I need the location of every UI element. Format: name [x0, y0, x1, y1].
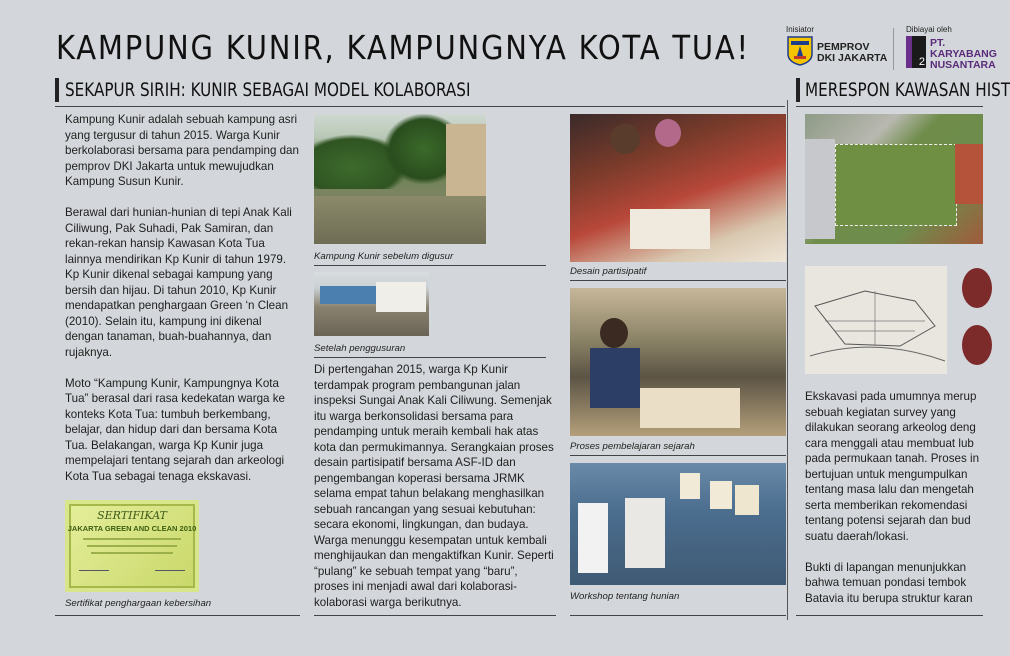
initiator-name-line1: PEMPROV: [817, 41, 870, 53]
right-paragraph-2: Bukti di lapangan menunjukkan bahwa temuan pondasi tembok Batavia itu berupa struktur karan: [805, 560, 973, 605]
caption-rule-4: [570, 455, 786, 456]
heading-rule: [55, 106, 785, 107]
photo-caption-history: Proses pembelajaran sejarah: [570, 441, 695, 452]
photo-caption-after: Setelah penggusuran: [314, 343, 406, 354]
photo-caption-design: Desain partisipatif: [570, 266, 647, 277]
aerial-site-photo: [805, 114, 983, 244]
photo-caption-workshop: Workshop tentang hunian: [570, 591, 680, 602]
page-title: KAMPUNG KUNIR, KAMPUNGNYA KOTA TUA!: [56, 28, 750, 67]
middle-text: [314, 362, 554, 626]
right-paragraph-1: Ekskavasi pada umumnya merup sebuah kegiatan survey yang dilakukan seorang arkeolog deng cara menggali atau membuat lub pada permukaan tanah. Proses in bertujuan untuk mengumpulkan tentang masa lalu dan mengetah serta memberikan rekomendasi tentang potensi sejarah dan bud suatu daerah/lokasi.: [805, 390, 980, 543]
dki-jakarta-emblem-icon: [787, 36, 813, 66]
section-marker: [55, 78, 59, 102]
artifact-thumbnail-1: [962, 268, 992, 308]
housing-workshop-photo: [570, 463, 786, 585]
funder-name-line2: KARYABANG: [930, 48, 997, 60]
intro-paragraph-3: Moto “Kampung Kunir, Kampungnya Kota Tua” berasal dari rasa kedekatan warga ke konteks Kota Tua: tumbuh berkembang, belajar, dan hidup dari dan bersama Kota Tua. Belakangan, warga Kp Kunir juga mempelajari tentang sejarah dan arkeologi Kota Tua sebagai tenaga ekskavasi.: [65, 376, 285, 483]
funder-name-line3: NUSANTARA: [930, 59, 996, 71]
history-learning-photo: [570, 288, 786, 436]
intro-text: [65, 112, 300, 500]
kampung-before-photo: [314, 114, 486, 244]
certificate-word: SERTIFIKAT: [97, 509, 167, 522]
initiator-label: Inisiator: [786, 25, 815, 34]
caption-rule-2: [314, 357, 546, 358]
photo-caption-before: Kampung Kunir sebelum digusur: [314, 251, 454, 262]
right-col-bottom-rule: [570, 615, 786, 616]
caption-rule-3: [570, 280, 786, 281]
middle-paragraph: Di pertengahan 2015, warga Kp Kunir terdampak program pembangunan jalan inspeksi Sungai Anak Kali Ciliwung. Semenjak itu warga berkonsolidasi bersama para pendamping untuk meraih kembali hak atas kota dan permukimannya. Serangkaian proses desain partisipatif bersama ASF-ID dan pengembangan koperasi bersama JRMK selama empat tahun belakang menghasilkan sebuah rancangan yang sesuai kebutuhan: secara ekonomi, lingkungan, dan budaya. Warga menunggu kesempatan untuk kembali menghijaukan dan mengaktifkan Kunir. Seperti “pulang” ke sebuah tempat yang “baru”, proses ini menjadi awal dari kolaborasi-kolaborasi warga berikutnya.: [314, 363, 554, 609]
right-text: [805, 389, 995, 622]
certificate-title: JAKARTA GREEN AND CLEAN 2010: [67, 524, 197, 533]
caption-rule: [314, 265, 546, 266]
funder-name-line1: PT.: [930, 37, 946, 49]
certificate-caption: Sertifikat penghargaan kebersihan: [65, 598, 212, 609]
historic-map-image: [805, 266, 947, 374]
certificate-image: [65, 500, 199, 592]
logo-divider: [893, 28, 894, 70]
left-section-heading: SEKAPUR SIRIH: KUNIR SEBAGAI MODEL KOLABORASI: [65, 79, 471, 101]
intro-paragraph-2: Berawal dari hunian-hunian di tepi Anak Kali Ciliwung, Pak Suhadi, Pak Samiran, dan rekan-rekan hansip Kawasan Kota Tua lainnya mendirikan Kp Kunir di tahun 1979. Kp Kunir dikenal sebagai kampung yang bersih dan hijau. Di tahun 2010, Kp Kunir mendapatkan penghargaan Green ‘n Clean (2010). Selain itu, kampung ini dikenal dengan tanaman, buah-buahannya, dan rujaknya.: [65, 206, 292, 359]
left-bottom-rule: [55, 615, 300, 616]
right-bottom-rule: [796, 615, 983, 616]
section-separator: [787, 100, 788, 620]
after-eviction-photo: [314, 272, 429, 336]
funder-label: Dibiayai oleh: [906, 25, 952, 34]
heading-rule-right: [796, 106, 983, 107]
initiator-name-line2: DKI JAKARTA: [817, 52, 888, 64]
intro-paragraph-1: Kampung Kunir adalah sebuah kampung asri yang tergusur di tahun 2015. Warga Kunir berkolaborasi bersama para pendamping dan pemprov DKI Jakarta untuk mewujudkan Kampung Susun Kunir.: [65, 113, 299, 188]
artifact-thumbnail-2: [962, 325, 992, 365]
participatory-design-photo: [570, 114, 786, 262]
funder-logo-icon: [906, 36, 926, 68]
middle-bottom-rule: [314, 615, 556, 616]
right-section-heading: MERESPON KAWASAN HIST: [805, 79, 1010, 101]
section-marker-right: [796, 78, 800, 102]
funder-logo-digit: 2: [918, 56, 925, 68]
